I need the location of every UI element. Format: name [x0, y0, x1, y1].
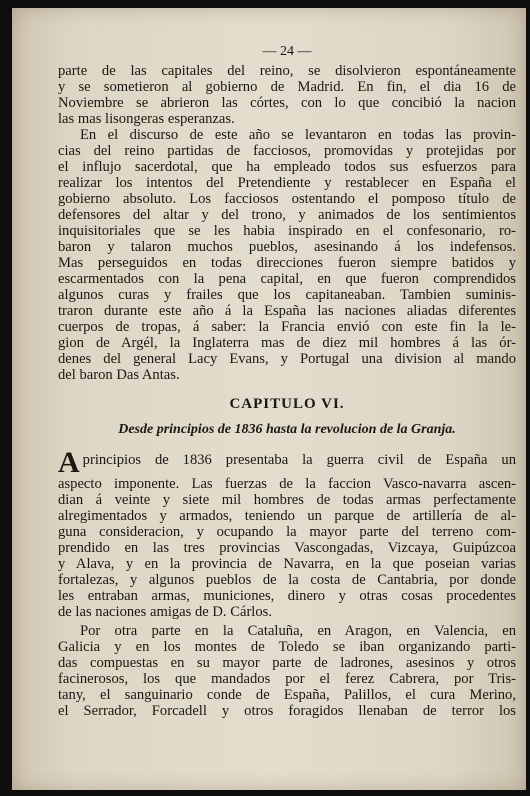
chapter-subtitle: Desde principios de 1836 hasta la revolucion de la Granja.: [118, 422, 456, 437]
text-line: escarmentados con la pena capital, en que fueron comprendidos: [58, 271, 516, 287]
book-page: [12, 8, 526, 790]
text-line: parte de las capitales del reino, se disolvieron espontáneamente: [58, 63, 516, 79]
paragraph-4: [58, 623, 516, 719]
paragraph-2: [58, 127, 516, 383]
text-line: prendido en las tres provincias Vascongadas, Vizcaya, Guipúzcoa: [58, 540, 516, 556]
text-line: traron durante este año á la España las naciones aliadas diferentes: [58, 303, 516, 319]
text-line: das compuestas en su mayor parte de ladrones, asesinos y otros: [58, 655, 516, 671]
text-line: gion de Argél, la Inglaterra mas de diez mil hombres á las ór-: [58, 335, 516, 351]
text-line: realizar los intentos del Pretendiente y restablecer en España el: [58, 175, 516, 191]
paragraph-1: [58, 63, 516, 127]
text-line: tany, el sanguinario conde de España, Palillos, el cura Merino,: [58, 687, 516, 703]
text-line: Por otra parte en la Cataluña, en Aragon, en Valencia, en: [80, 623, 516, 639]
text-line: y se sometieron al gobierno de Madrid. En fin, el dia 16 de: [58, 79, 516, 95]
text-line: aspecto imponente. Las fuerzas de la faccion Vasco-navarra ascen-: [58, 476, 516, 492]
text-line: defensores del altar y del trono, y animados de los sentimientos: [58, 207, 516, 223]
drop-cap: A: [58, 452, 80, 476]
text-line: Mas perseguidos en todas direcciones fueron siempre batidos y: [58, 255, 516, 271]
text-line: En el discurso de este año se levantaron en todas las provin-: [80, 127, 516, 143]
text-line: guna consideracion, y ocupando la mayor parte del terreno com-: [58, 524, 516, 540]
page-number: — 24 —: [262, 44, 312, 59]
page-content: [58, 44, 516, 719]
text-line: facinerosos, los que mandados por el ferez Cabrera, por Tris-: [58, 671, 516, 687]
text-line: denes del general Lacy Evans, y Portugal una division al mando: [58, 351, 516, 367]
text-line-first: [58, 452, 516, 476]
paragraph-3: [58, 452, 516, 620]
text-line: les entraban armas, municiones, dinero y otras cosas procedentes: [58, 588, 516, 604]
text-line: de las naciones amigas de D. Cárlos.: [58, 604, 272, 620]
text-line: cuerpos de tropas, á saber: la Francia envió con este fin la le-: [58, 319, 516, 335]
text-line: gobierno absoluto. Los facciosos ostentando el pomposo título de: [58, 191, 516, 207]
text-line: del baron Das Antas.: [58, 367, 180, 383]
text-line: cias del reino partidas de facciosos, promovidas y protejidas por: [58, 143, 516, 159]
text-line: baron y talaron muchos pueblos, asesinando á los indefensos.: [58, 239, 516, 255]
text-line: y Alava, y en la provincia de Navarra, en la que poseian varias: [58, 556, 516, 572]
text-line: el Serrador, Forcadell y otros foragidos llenaban de terror los: [58, 703, 516, 719]
text-line: las mas lisongeras esperanzas.: [58, 111, 235, 127]
text-line: dian á veinte y siete mil hombres de todas armas perfectamente: [58, 492, 516, 508]
text-line: Noviembre se abrieron las córtes, con lo que concibió la nacion: [58, 95, 516, 111]
text-line: alregimentados y armados, teniendo un parque de artillería de al-: [58, 508, 516, 524]
text-line: el influjo sacerdotal, que ha empleado todos sus esfuerzos para: [58, 159, 516, 175]
text-line: Galicia y en los montes de Toledo se iban organizando parti-: [58, 639, 516, 655]
text-line: algunos curas y frailes que los capitaneaban. Tambien suminis-: [58, 287, 516, 303]
chapter-title: CAPITULO VI.: [229, 396, 345, 412]
text-line: fortalezas, y algunos pueblos de la costa de Cantabria, por donde: [58, 572, 516, 588]
text-line-rest: principios de 1836 presentaba la guerra civil de España un: [82, 452, 516, 468]
text-line: inquisitoriales que se les habia inspirado en el confesonario, ro-: [58, 223, 516, 239]
